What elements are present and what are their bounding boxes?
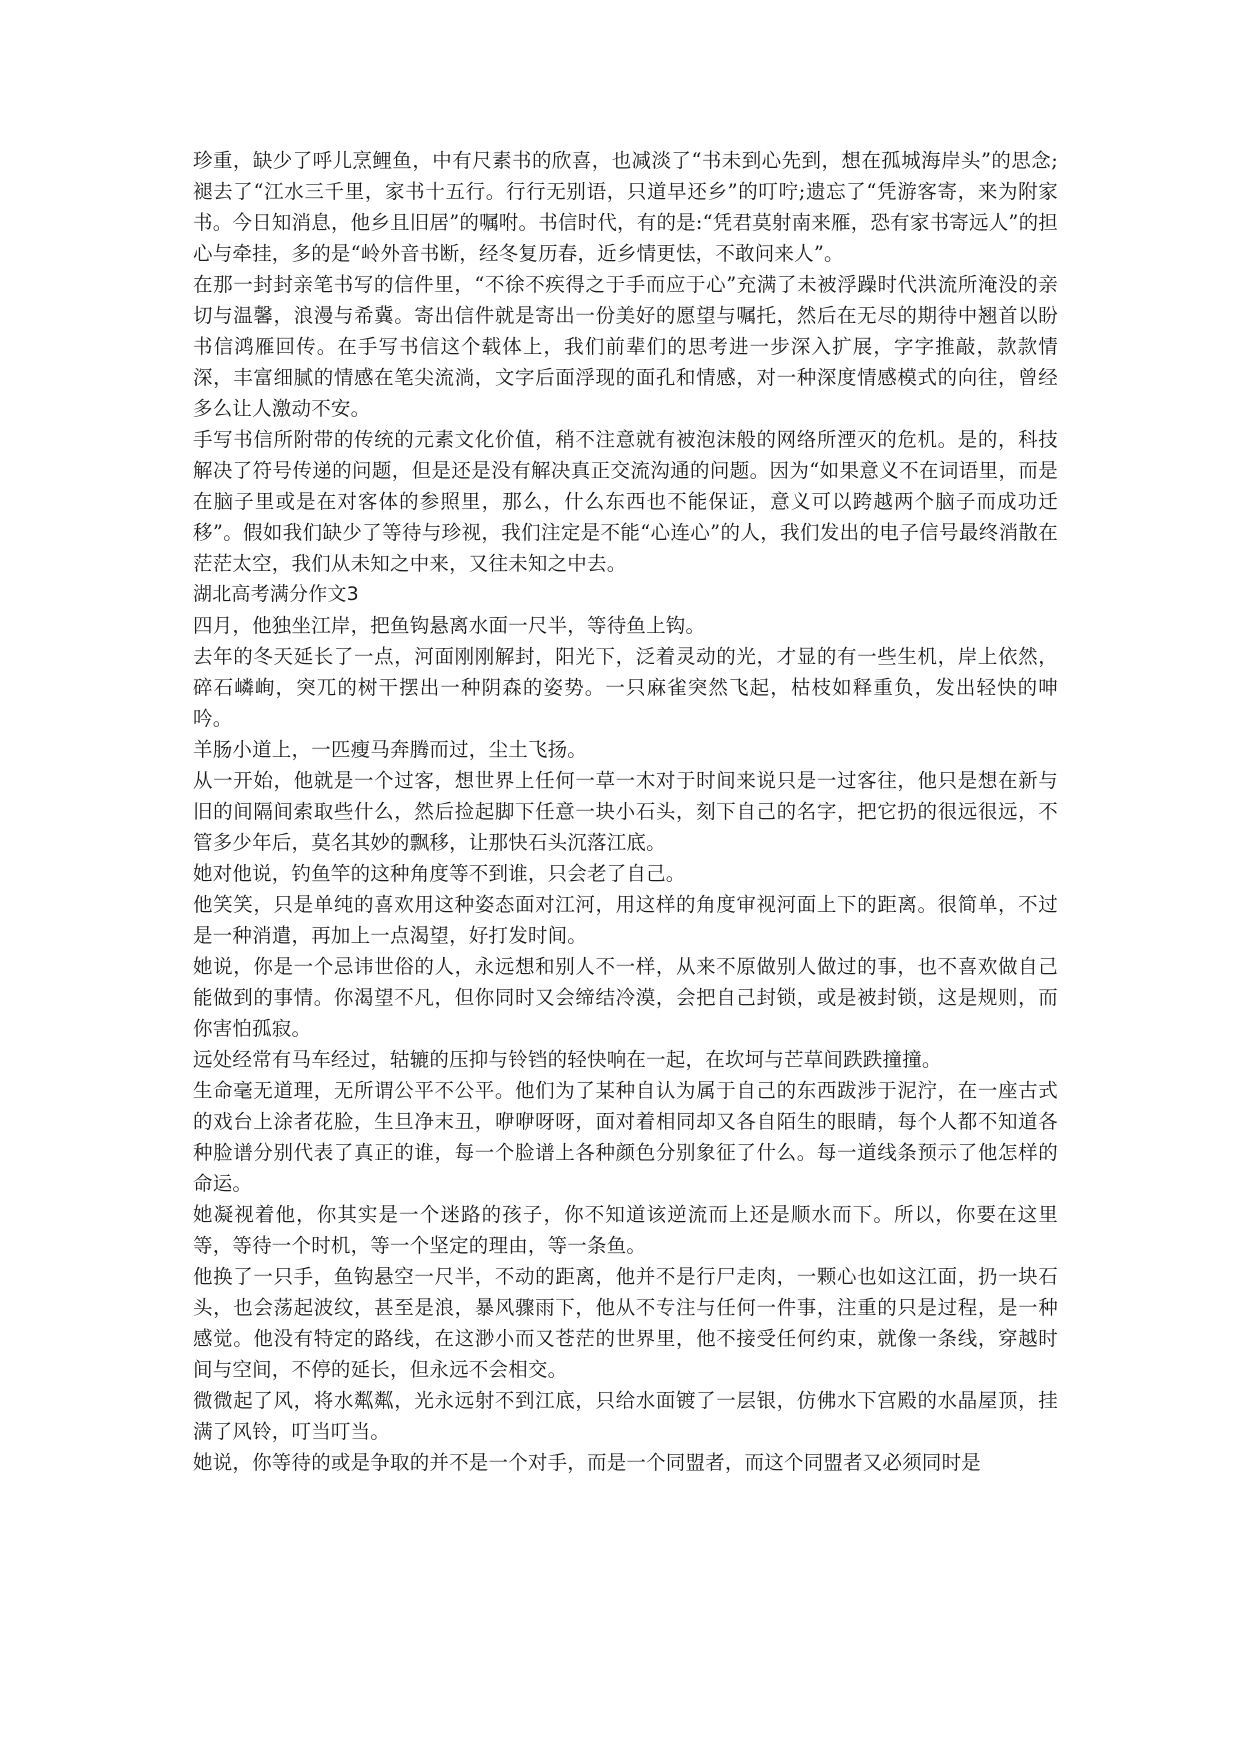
paragraph-other-hand: 他换了一只手，鱼钩悬空一尺半，不动的距离，他并不是行尸走肉，一颗心也如这江面，扔一块石头，也会荡起波纹，甚至是浪，暴风骤雨下，他从不专注与任何一件事，注重的只是过程，是一种感觉。他没有特定的路线，在这渺小而又苍茫的世界里，他不接受任何约束，就像一条线，穿越时间与空间，不停的延长，但永远不会相交。 <box>193 1265 1058 1381</box>
paragraph-smile: 他笑笑，只是单纯的喜欢用这种姿态面对江河，用这样的角度审视河面上下的距离。很简单，不过是一种消遣，再加上一点渴望，好打发时间。 <box>193 893 1058 947</box>
document-page <box>193 145 1058 1725</box>
paragraph-april: 四月，他独坐江岸，把鱼钩悬离水面一尺半，等待鱼上钩。 <box>193 614 706 637</box>
essay-heading: 湖北高考满分作文3 <box>193 583 359 605</box>
paragraph-taboo: 她说，你是一个忌讳世俗的人，永远想和别人不一样，从来不原做别人做过的事，也不喜欢做自己能做到的事情。你渴望不凡，但你同时又会缔结冷漠，会把自己封锁，或是被封锁，这是规则，而你害怕孤寂。 <box>193 955 1058 1040</box>
paragraph-cultural-value: 手写书信所附带的传统的元素文化价值，稍不注意就有被泡沫般的网络所湮灭的危机。是的，科技解决了符号传递的问题，但是还是没有解决真正交流沟通的问题。因为“如果意义不在词语里，而是在脑子里或是在对客体的参照里，那么，什么东西也不能保证，意义可以跨越两个脑子而成功迁移”。假如我们缺少了等待与珍视，我们注定是不能“心连心”的人，我们发出的电子信号最终消散在茫茫太空，我们从未知之中来，又往未知之中去。 <box>193 428 1058 575</box>
paragraph-handwritten-letters: 在那一封封亲笔书写的信件里，“不徐不疾得之于手而应于心”充满了未被浮躁时代洪流所淹没的亲切与温馨，浪漫与希冀。寄出信件就是寄出一份美好的愿望与嘱托，然后在无尽的期待中翘首以盼书信鸿雁回传。在手写书信这个载体上，我们前辈们的思考进一步深入扩展，字字推敲，款款情深，丰富细腻的情感在笔尖流淌，文字后面浮现的面孔和情感，对一种深度情感模式的向往，曾经多么让人激动不安。 <box>193 273 1058 420</box>
paragraph-lost-child: 她凝视着他，你其实是一个迷路的孩子，你不知道该逆流而上还是顺水而下。所以，你要在这里等，等待一个时机，等一个坚定的理由，等一条鱼。 <box>193 1203 1058 1257</box>
paragraph-passerby: 从一开始，他就是一个过客，想世界上任何一草一木对于时间来说只是一过客往，他只是想在新与旧的间隔间索取些什么，然后捡起脚下任意一块小石头，刻下自己的名字，把它扔的很远很远，不管多少年后，莫名其妙的飘移，让那快石头沉落江底。 <box>193 769 1058 854</box>
paragraph-life: 生命毫无道理，无所谓公平不公平。他们为了某种自认为属于自己的东西跋涉于泥泞，在一座古式的戏台上涂者花脸，生旦净末丑，咿咿呀呀，面对着相同却又各自陌生的眼睛，每个人都不知道各种脸谱分别代表了真正的谁，每一个脸谱上各种颜色分别象征了什么。每一道线条预示了他怎样的命运。 <box>193 1079 1058 1195</box>
paragraph-ally: 她说，你等待的或是争取的并不是一个对手，而是一个同盟者，而这个同盟者又必须同时是 <box>193 1451 982 1474</box>
paragraph-fishing-rod: 她对他说，钓鱼竿的这种角度等不到谁，只会老了自己。 <box>193 862 686 885</box>
paragraph-letters-sentiment: 珍重，缺少了呼儿烹鲤鱼，中有尺素书的欣喜，也减淡了“书未到心先到，想在孤城海岸头”的思念;褪去了“江水三千里，家书十五行。行行无别语，只道早还乡”的叮咛;遗忘了“凭游客寄，来为附家书。今日知消息，他乡且旧居”的嘱咐。书信时代，有的是:“凭君莫射南来雁，恐有家书寄远人”的担心与牵挂，多的是“岭外音书断，经冬复历春，近乡情更怯，不敢问来人”。 <box>193 149 1058 265</box>
paragraph-breeze: 微微起了风，将水粼粼，光永远射不到江底，只给水面镀了一层银，仿佛水下宫殿的水晶屋顶，挂满了风铃，叮当叮当。 <box>193 1389 1058 1443</box>
paragraph-winter: 去年的冬天延长了一点，河面刚刚解封，阳光下，泛着灵动的光，才显的有一些生机，岸上依然，碎石嶙峋，突兀的树干摆出一种阴森的姿势。一只麻雀突然飞起，枯枝如释重负，发出轻快的呻吟。 <box>193 645 1058 730</box>
paragraph-horse: 羊肠小道上，一匹瘦马奔腾而过，尘土飞扬。 <box>193 738 588 761</box>
paragraph-carriage: 远处经常有马车经过，轱辘的压抑与铃铛的轻快响在一起，在坎坷与芒草间跌跌撞撞。 <box>193 1048 942 1071</box>
